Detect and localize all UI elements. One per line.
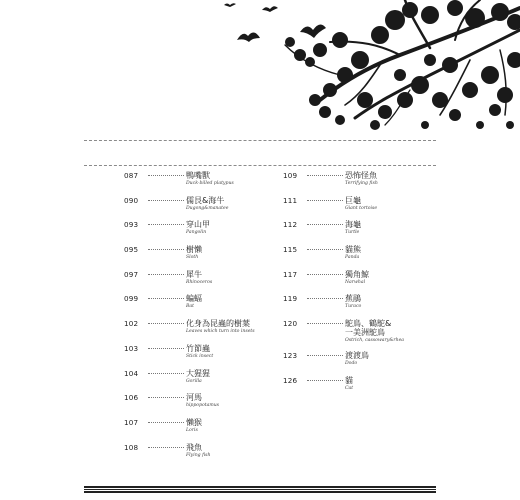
toc-title-chinese: 穿山甲 [186,220,210,230]
toc-page-number: 115 [283,245,298,255]
toc-entry [124,195,284,220]
toc-leader-dots [148,348,184,349]
toc-page-number: 126 [283,375,298,385]
toc-entry [124,392,284,417]
toc-title-english: Stick insect [186,353,214,359]
toc-leader-dots [307,200,343,201]
toc-leader-dots [148,298,184,299]
bird-icon [237,32,260,42]
toc-leader-dots [148,175,184,176]
toc-title-chinese: 貓 [345,375,353,385]
toc-title-chinese: 獨角鯨 [345,269,369,279]
toc-page-number: 095 [124,245,139,255]
toc-title-english: Narwhal [345,279,366,285]
toc-leader-dots [307,355,343,356]
toc-column-right [283,170,443,400]
toc-title-english: Ostrich, cassowary&rhea [345,338,405,344]
toc-column-left [124,170,284,466]
toc-title-english: Bat [186,304,194,310]
toc-leader-dots [307,249,343,250]
toc-title-english: Terrifying fish [345,181,378,186]
toc-leader-dots [148,447,184,448]
toc-title-english: Turaco [345,304,362,310]
toc-title-chinese: 巨龜 [345,195,361,205]
toc-entry [283,350,443,375]
toc-title-chinese: 鴨嘴獸 [186,171,210,180]
toc-entry [124,293,284,318]
toc-entry [124,269,284,294]
toc-title-english: Sloth [186,255,199,261]
dashed-divider [84,165,436,166]
toc-page-number: 107 [124,417,139,427]
toc-title-english: Duck-billed platypus [186,181,234,186]
toc-page-number: 103 [124,343,139,353]
toc-title-chinese: 渡渡鳥 [345,351,369,361]
toc-title-english: Turtle [345,230,360,236]
toc-title-chinese: 化身為昆蟲的樹葉 [186,319,250,329]
bird-icon [262,6,278,12]
toc-page-number: 106 [124,393,139,403]
toc-leader-dots [148,274,184,275]
toc-entry [283,219,443,244]
toc-title-chinese: 飛魚 [186,442,202,452]
toc-page-number: 117 [283,269,298,279]
dashed-divider-top [84,140,436,141]
toc-leader-dots [307,380,343,381]
tree-birds-illustration [0,0,520,140]
toc-page-number: 119 [283,294,298,304]
toc-page-number: 123 [283,351,298,361]
toc-page-number: 120 [283,319,298,329]
toc-title-english: Loris [186,427,198,433]
toc-leader-dots [307,298,343,299]
toc-title-chinese: 懶猴 [186,417,202,427]
toc-entry [124,368,284,393]
toc-entry [283,170,443,195]
toc-title-chinese: 大猩猩 [186,368,210,378]
toc-leader-dots [148,224,184,225]
toc-entry [124,318,284,343]
toc-entry [124,343,284,368]
toc-title-english: Dodo [345,361,358,367]
toc-entry [283,244,443,269]
toc-title-chinese: 樹懶 [186,245,202,255]
toc-page-number: 102 [124,319,139,329]
toc-title-chinese-line2: 一美洲鴕鳥 [345,328,385,338]
toc-page-number: 108 [124,442,139,452]
toc-page-number: 099 [124,294,139,304]
toc-title-english: Dugong&manatee [186,205,229,211]
toc-title-english: Leaves which turn into insets [186,329,255,335]
bird-icon [300,24,326,38]
toc-leader-dots [307,323,343,324]
toc-title-english: Cat [345,385,354,391]
toc-entry [124,219,284,244]
toc-leader-dots [307,274,343,275]
toc-leader-dots [148,249,184,250]
toc-entry [124,417,284,442]
toc-entry [124,170,284,195]
toc-title-chinese: 犀牛 [186,269,202,279]
toc-page-number: 111 [283,195,298,205]
toc-entry [283,269,443,294]
toc-page-number: 104 [124,368,139,378]
toc-title-chinese: 鴕鳥、鶴鴕& [345,319,392,329]
toc-title-chinese: 恐怖怪魚 [345,171,377,180]
toc-title-english: Giant tortoise [345,205,378,211]
toc-page-number: 097 [124,269,139,279]
toc-title-english: Panda [345,255,360,261]
toc-entry [124,442,284,467]
toc-page-number: 087 [124,171,139,180]
toc-leader-dots [148,397,184,398]
toc-title-chinese: 蕉鵑 [345,294,361,304]
toc-entry [283,318,443,350]
toc-page-number: 093 [124,220,139,230]
toc-title-chinese: 河馬 [186,393,202,403]
toc-title-english: Pangolin [186,230,207,236]
toc-entry [283,375,443,400]
toc-title-english: Flying fish [186,452,211,458]
toc-title-chinese: 儒艮&海牛 [186,195,225,205]
toc-entry [283,195,443,220]
bottom-rule [84,486,436,494]
bird-icon [224,3,236,7]
toc-entry [124,244,284,269]
toc-title-english: hippopotamus [186,403,220,409]
toc-title-chinese: 海龜 [345,220,361,230]
toc-leader-dots [148,200,184,201]
toc-title-chinese: 蝙蝠 [186,294,202,304]
toc-page-number: 090 [124,195,139,205]
toc-title-english: Rhinoceros [186,279,213,285]
toc-leader-dots [148,422,184,423]
toc-title-english: Gorilla [186,378,202,384]
toc-page-number: 112 [283,220,298,230]
toc-leader-dots [148,323,184,324]
toc-entry [283,293,443,318]
toc-title-chinese: 竹節蟲 [186,343,210,353]
toc-leader-dots [307,175,343,176]
toc-title-chinese: 貓熊 [345,245,361,255]
toc-leader-dots [307,224,343,225]
toc-page-number: 109 [283,171,298,180]
toc-leader-dots [148,373,184,374]
